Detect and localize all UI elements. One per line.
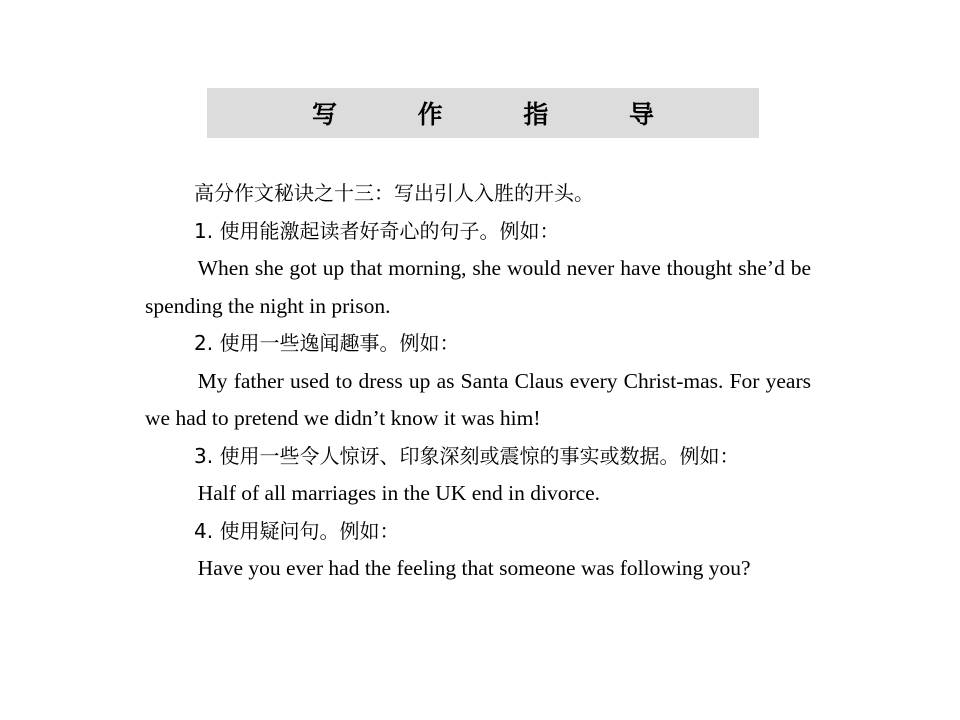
tip-2-example: My father used to dress up as Santa Claus every Christ-mas. For years we had to pretend we didn’t know it was him!: [145, 368, 811, 430]
page-title: 写 作 指 导: [311, 100, 691, 129]
tip-2-heading: 2. 使用一些逸闻趣事。例如：: [194, 331, 460, 355]
tip-4-heading: 4. 使用疑问句。例如：: [194, 518, 400, 543]
tip-3-heading: 3. 使用一些令人惊讶、印象深刻或震惊的事实或数据。例如：: [194, 443, 740, 468]
intro-heading: 高分作文秘诀之十三：写出引人入胜的开头。: [194, 181, 594, 205]
tip-1-heading: 1. 使用能激起读者好奇心的句子。例如：: [194, 218, 560, 243]
title-banner: [207, 88, 759, 138]
writing-guide-body: [145, 175, 811, 588]
tip-3-example: Half of all marriages in the UK end in divorce.: [197, 481, 601, 505]
tip-4-example: Have you ever had the feeling that someone was following you?: [197, 556, 751, 580]
tip-1-example: When she got up that morning, she would never have thought she’d be spending the night in prison.: [145, 256, 811, 318]
